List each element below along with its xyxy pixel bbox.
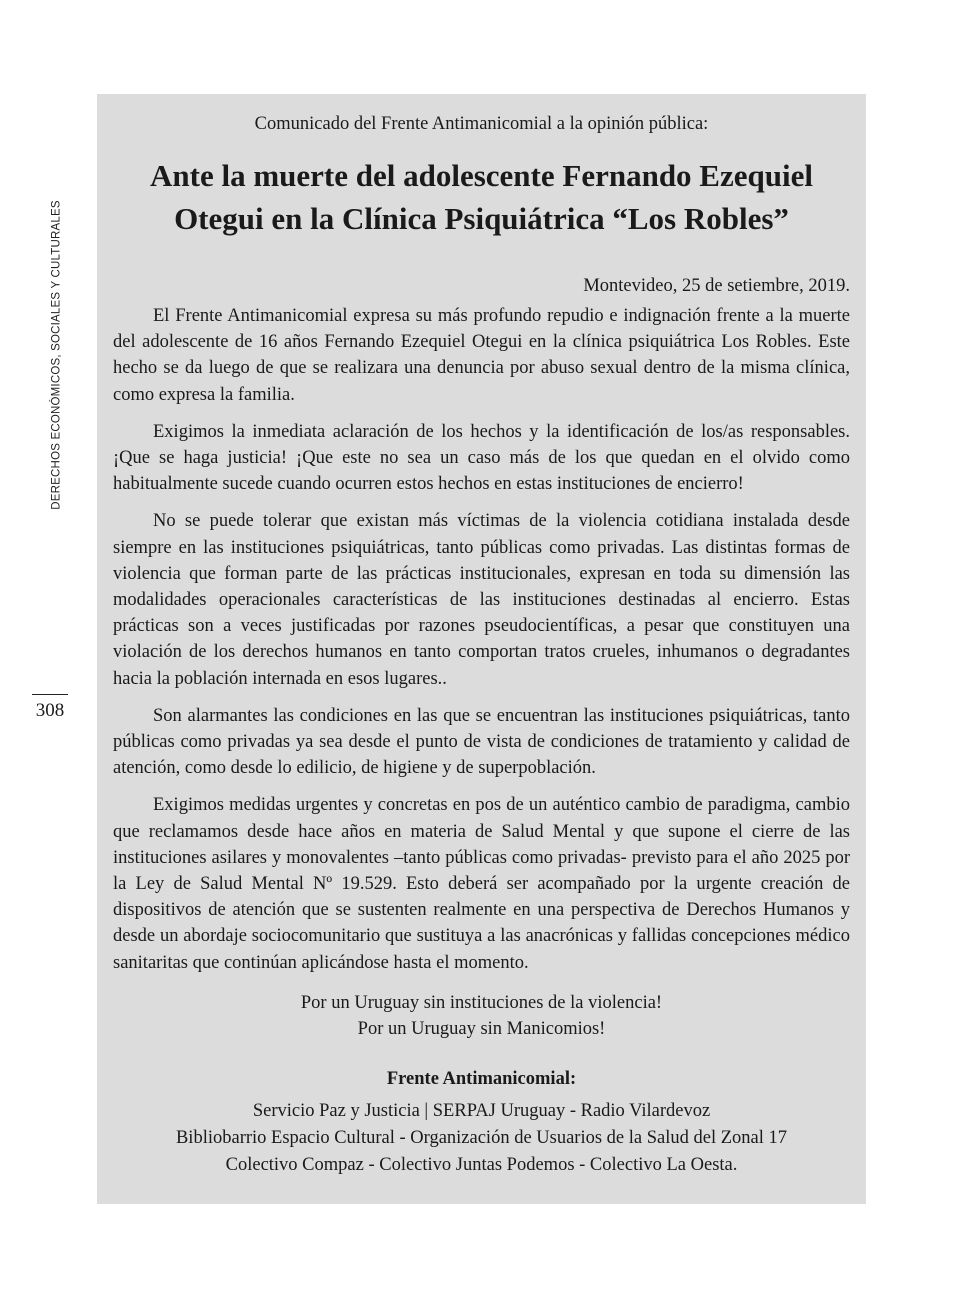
title-line-2: Otegui en la Clínica Psiquiátrica “Los Robles” xyxy=(174,201,789,236)
paragraph: Exigimos la inmediata aclaración de los hechos y la identificación de los/as responsables. ¡Que se haga justicia! ¡Que este no sea un caso más de los que quedan en el olvido como habitualmente sucede cuando ocurren estos hechos en estas instituciones de encierro! xyxy=(113,421,850,495)
paragraph: No se puede tolerar que existan más víctimas de la violencia cotidiana instalada desde siempre en las instituciones psiquiátricas, tanto públicas como privadas. Las distintas formas de violencia que forman parte de las prácticas institucionales, expresan en toda su dimensión las modalidades operacionales características de las instituciones destinadas al encierro. Estas prácticas son a veces justificadas por razones pseudocientíficas, a pesar que constituyen una violación de los derechos humanos en tanto comportan tratos crueles, inhumanos o degradantes hacia la población internada en esos lugares.. xyxy=(113,511,850,689)
paragraph: El Frente Antimanicomial expresa su más profundo repudio e indignación frente a la muerte del adolescente de 16 años Fernando Ezequiel Otegui en la clínica psiquiátrica Los Robles. Este hecho se da luego de que se realizara una denuncia por abuso sexual dentro de la misma clínica, como expresa la familia. xyxy=(113,306,850,405)
title-line-1: Ante la muerte del adolescente Fernando Ezequiel xyxy=(150,158,813,193)
paragraph: Exigimos medidas urgentes y concretas en pos de un auténtico cambio de paradigma, cambio que reclamamos desde hace años en materia de Salud Mental y que supone el cierre de las instituciones asilares y monovalentes –tanto públicas como privadas- previsto para el año 2025 por la Ley de Salud Mental Nº 19.529. Esto deberá ser acompañado por la urgente creación de dispositivos de atención que se sustenten realmente en una perspectiva de Derechos Humanos y desde un abordaje sociocomunitario que sustituya a las anacrónicas y fallidas concepciones médico sanitaritas que continúan aplicándose hasta el momento. xyxy=(113,795,850,973)
signers-list xyxy=(113,1098,850,1179)
document-title xyxy=(113,154,850,240)
paragraph: Son alarmantes las condiciones en las que se encuentran las instituciones psiquiátricas, tanto públicas como privadas ya sea desde el punto de vista de condiciones de tratamiento y calidad de atención, como desde lo edilicio, de higiene y de superpoblación. xyxy=(113,705,850,779)
running-head-text: DERECHOS ECONÓMICOS, SOCIALES Y CULTURALES xyxy=(51,200,64,510)
dateline: Montevideo, 25 de setiembre, 2019. xyxy=(583,276,850,296)
communique-box xyxy=(97,94,866,1204)
slogan: Por un Uruguay sin instituciones de la violencia! xyxy=(300,992,663,1013)
signer-line: Bibliobarrio Espacio Cultural - Organización de Usuarios de la Salud del Zonal 17 xyxy=(175,1127,788,1148)
page-number: 308 xyxy=(35,700,65,721)
body-text xyxy=(113,303,850,976)
signer-line: Servicio Paz y Justicia | SERPAJ Uruguay - Radio Vilardevoz xyxy=(252,1100,711,1121)
signer-line: Colectivo Compaz - Colectivo Juntas Podemos - Colectivo La Oesta. xyxy=(225,1154,738,1175)
running-head xyxy=(47,195,67,515)
page-number-rule xyxy=(32,694,68,695)
slogan: Por un Uruguay sin Manicomios! xyxy=(357,1019,606,1040)
closing-slogans xyxy=(113,990,850,1043)
signers-title: Frente Antimanicomial: xyxy=(386,1068,577,1089)
kicker: Comunicado del Frente Antimanicomial a la opinión pública: xyxy=(254,114,709,134)
